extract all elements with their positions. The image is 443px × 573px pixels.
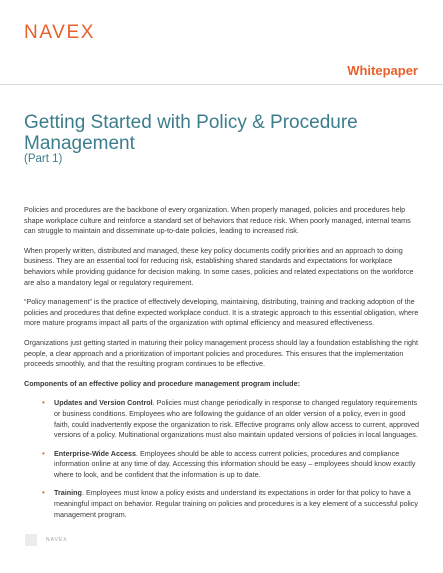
components-list: [24, 398, 422, 520]
footer-logo-text: NAVEX: [46, 537, 68, 543]
bullet-text: . Employees should be able to access current policies, procedures and compliance information online at any time of day. Accessing this information should be easy – employees should know exactly where to look, and be confident that the information is up to date.: [54, 448, 416, 479]
bullet-term: Training: [54, 488, 82, 498]
bullet-icon: •: [42, 448, 45, 458]
footer-page-marker: [25, 534, 37, 546]
bullet-text: . Policies must change periodically in response to changed regulatory requirements or business conditions. Employees who are following the guidance of an older version of a policy, even in good faith, could inadvertently expose the organization to risk. Effective programs only allow access to current, approved versions of a policy. Multinational organizations must also maintain updated versions of policies in local languages.: [54, 398, 420, 440]
document-type-label: Whitepaper: [347, 63, 418, 78]
list-item: [42, 398, 422, 440]
body-paragraph: When properly written, distributed and managed, these key policy documents codify priorities and an approach to doing business. They are an essential tool for reducing risk, establishing shared standards and expectations for workplace behaviors while providing guidance for decision making. In some cases, policies and related expectations on the workforce are also a mandatory legal or regulatory requirement.: [24, 245, 414, 287]
navex-logo: NAVEX: [24, 22, 96, 43]
bullet-text: . Employees must know a policy exists and understand its expectations in order for that policy to have a meaningful impact on behavior. Regular training on policies and procedures is a key element of a successful policy management program.: [54, 488, 418, 519]
bullet-icon: •: [42, 398, 45, 408]
list-item: [42, 488, 422, 520]
bullet-term: Enterprise-Wide Access: [54, 448, 136, 458]
header-divider: [0, 84, 443, 85]
bullet-term: Updates and Version Control: [54, 398, 153, 408]
page-title: Getting Started with Policy & Procedure Management: [24, 112, 358, 154]
body-paragraph: “Policy management” is the practice of effectively developing, maintaining, distributing, training and tracking adoption of the policies and procedures that define expected workplace conduct. It is a strategic approach to this essential obligation, where more mature programs impact all parts of the organization with optimal efficiency and measured effectiveness.: [24, 297, 419, 328]
list-item: [42, 449, 422, 481]
components-heading: Components of an effective policy and procedure management program include:: [24, 378, 300, 388]
document-body: [24, 205, 422, 528]
body-paragraph: Policies and procedures are the backbone of every organization. When properly managed, policies and procedures help shape workplace culture and reinforce a standard set of behaviors that reduce risk. When poorly managed, internal teams can struggle to maintain and disseminate up-to-date policies, leading to increased risk.: [24, 205, 411, 236]
body-paragraph: Organizations just getting started in maturing their policy management process should lay a foundation establishing the right people, a clear approach and a prioritization of important policies and procedures. This ensures that the implementation proceeds smoothly, and that the resulting program continues to be effective.: [24, 337, 418, 369]
bullet-icon: •: [42, 488, 45, 498]
page-subtitle: (Part 1): [24, 153, 63, 165]
